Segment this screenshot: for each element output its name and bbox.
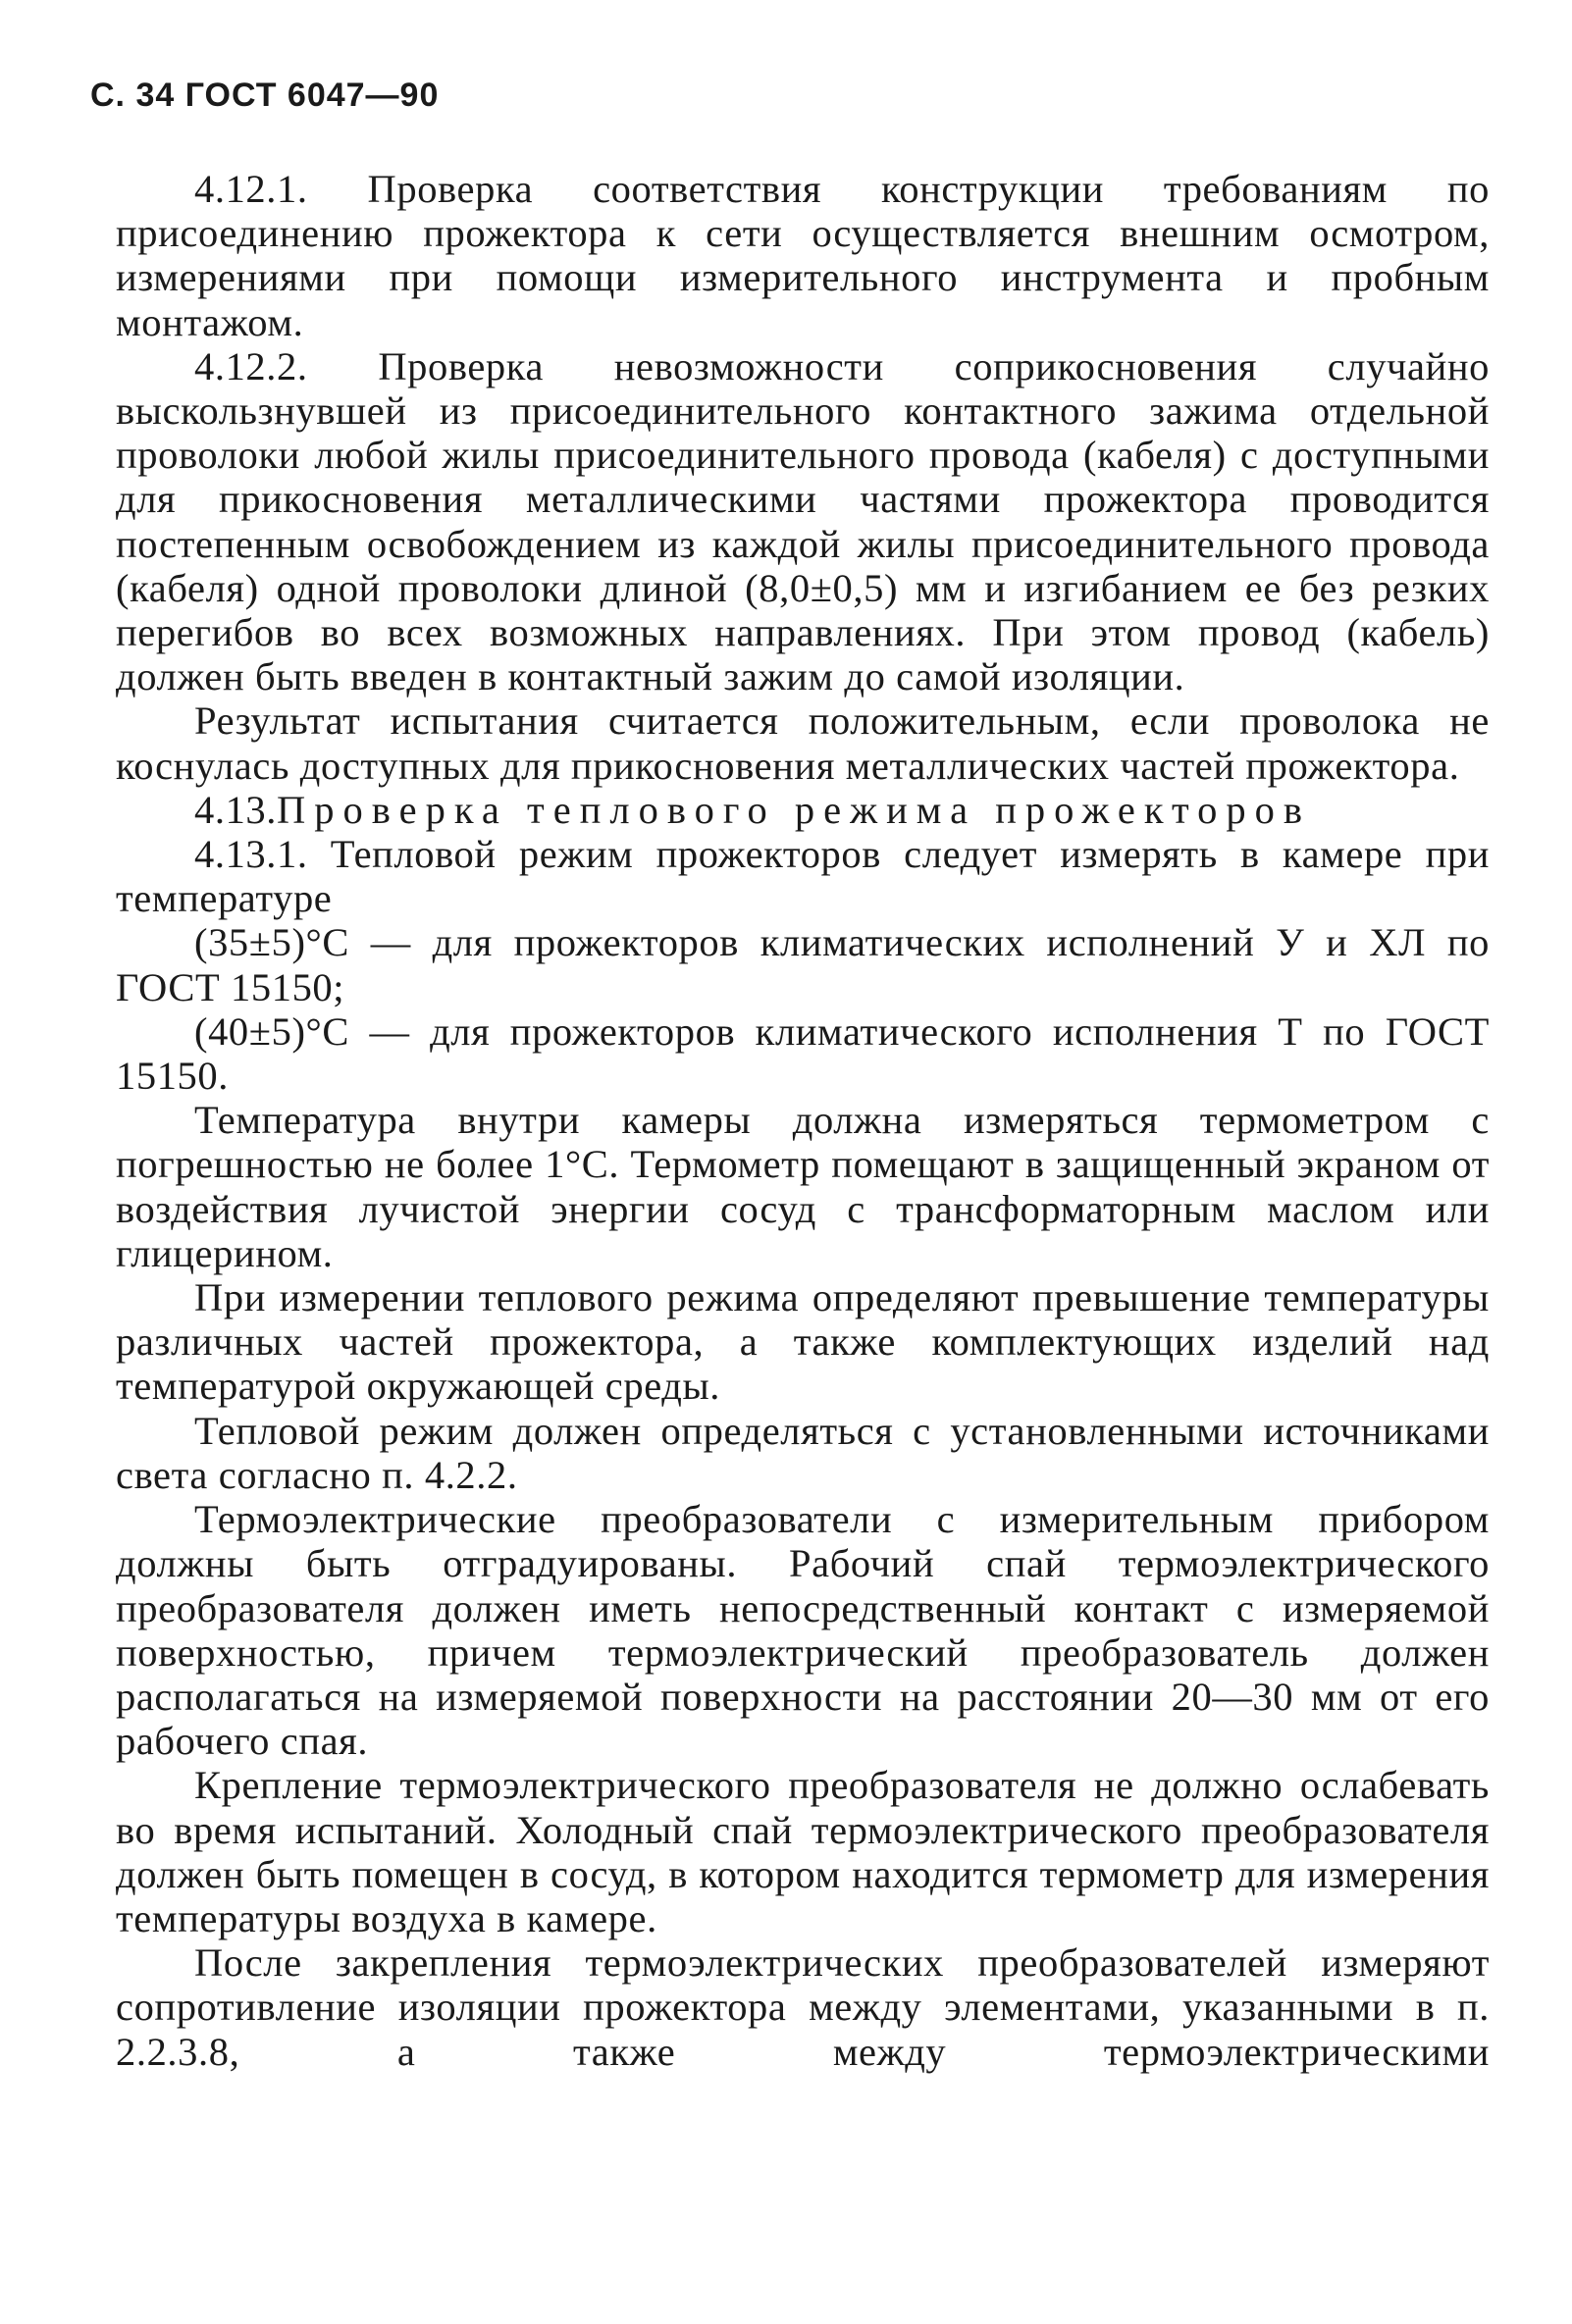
paragraph-chamber-temperature: Температура внутри камеры должна измеряться термометром с погрешностью не более 1°С. Термометр помещают в защищенный экраном от воздействия лучистой энергии сосуд с трансформаторным маслом или глицерином. xyxy=(116,1098,1490,1275)
paragraph-thermocouples: Термоэлектрические преобразователи с измерительным прибором должны быть отградуированы. Рабочий спай термоэлектрического преобразователя должен иметь непосредственный контакт с измеряемой поверхностью, причем термоэлектрический преобразователь должен располагаться на измеряемой поверхности на расстоянии 20—30 мм от его рабочего спая. xyxy=(116,1497,1490,1764)
paragraph-4-12-1: 4.12.1. Проверка соответствия конструкции требованиям по присоединению прожектора к сети осуществляется внешним осмотром, измерениями при помощи измерительного инструмента и пробным монтажом. xyxy=(116,167,1490,344)
paragraph-temp-t: (40±5)°С — для прожекторов климатического исполнения Т по ГОСТ 15150. xyxy=(116,1008,1490,1099)
paragraph-thermocouple-mounting: Крепление термоэлектрического преобразователя не должно ослабевать во время испытаний. Холодный спай термоэлектрического преобразователя должен быть помещен в сосуд, в котором находится термометр для измерения температуры воздуха в камере. xyxy=(116,1763,1490,1940)
paragraph-4-13-1: 4.13.1. Тепловой режим прожекторов следует измерять в камере при температуре xyxy=(116,832,1490,921)
paragraph-light-sources: Тепловой режим должен определяться с установленными источниками света согласно п. 4.2.2. xyxy=(116,1408,1490,1497)
section-title-text: Проверка теплового режима прожекторов xyxy=(277,787,1312,832)
paragraph-4-12-2: 4.12.2. Проверка невозможности соприкосновения случайно выскользнувшей из присоединительного контактного зажима отдельной проволоки любой жилы присоединительного провода (кабеля) с доступными для прикосновения металлическими частями прожектора проводится постепенным освобождением из каждой жилы присоединительного провода (кабеля) одной проволоки длиной (8,0±0,5) мм и изгибанием ее без резких перегибов во всех возможных направлениях. При этом провод (кабель) должен быть введен в контактный зажим до самой изоляции. xyxy=(116,343,1490,699)
paragraph-temp-u-hl: (35±5)°С — для прожекторов климатических исполнений У и ХЛ по ГОСТ 15150; xyxy=(116,920,1490,1009)
document-body xyxy=(116,167,1490,2074)
paragraph-insulation-resistance: После закрепления термоэлектрических преобразователей измеряют сопротивление изоляции прожектора между элементами, указанными в п. 2.2.3.8, а также между термоэлектрическими xyxy=(116,1940,1490,2074)
page-header: С. 34 ГОСТ 6047—90 xyxy=(90,77,440,114)
paragraph-thermal-measurement: При измерении теплового режима определяют превышение температуры различных частей прожектора, а также комплектующих изделий над температурой окружающей среды. xyxy=(116,1275,1490,1409)
section-number: 4.13. xyxy=(194,787,277,832)
paragraph-test-result: Результат испытания считается положительным, если проволока не коснулась доступных для прикосновения металлических частей прожектора. xyxy=(116,698,1490,788)
section-title-4-13 xyxy=(116,788,1490,832)
